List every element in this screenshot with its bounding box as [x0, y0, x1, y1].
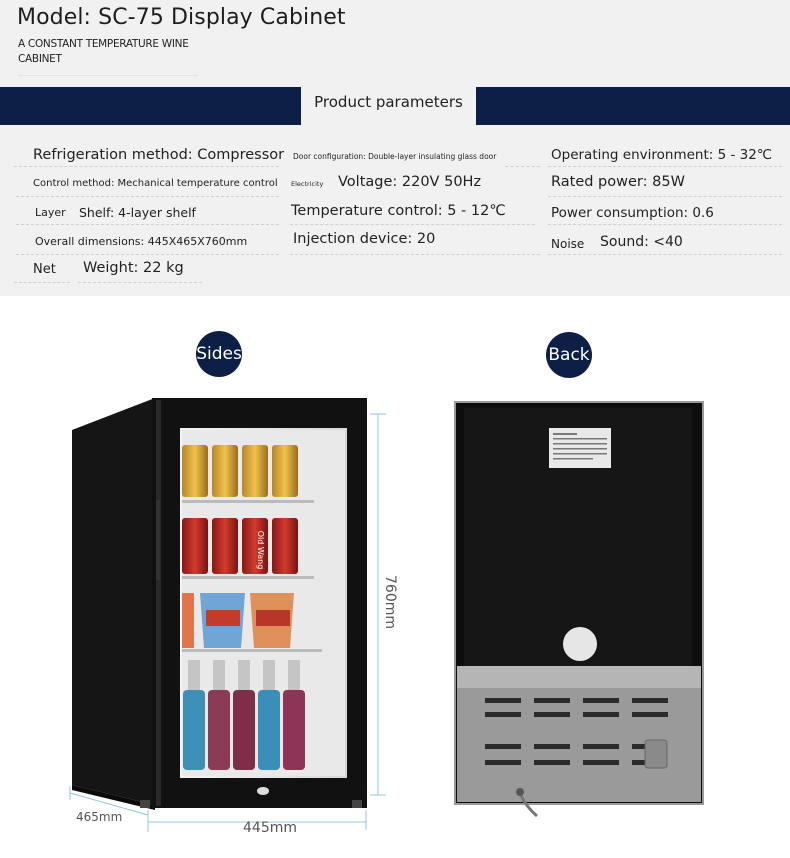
divider	[16, 254, 279, 255]
can-label: Old Wang	[256, 530, 265, 570]
section-label: Product parameters	[314, 93, 463, 111]
divider	[16, 224, 279, 225]
height-dimension: 760mm	[382, 575, 398, 629]
divider	[18, 75, 198, 76]
param-refrigeration: Refrigeration method: Compressor	[33, 147, 285, 163]
divider	[14, 166, 279, 167]
divider	[548, 254, 782, 255]
band-left-bar	[0, 87, 301, 125]
divider	[505, 166, 540, 167]
divider	[14, 282, 70, 283]
page-subtitle: A CONSTANT TEMPERATURE WINE CABINET	[18, 38, 189, 65]
divider	[548, 224, 782, 225]
param-weight: Weight: 22 kg	[83, 260, 184, 276]
cabinet-front-image	[60, 390, 410, 845]
divider	[78, 282, 202, 283]
divider	[290, 254, 540, 255]
divider	[548, 166, 782, 167]
width-dimension: 445mm	[243, 820, 297, 836]
param-noise: Noise	[551, 237, 585, 251]
sides-view-badge: Sides	[196, 331, 242, 377]
param-electricity: Electricity	[291, 180, 324, 188]
param-layer: Layer	[35, 206, 66, 219]
param-door: Door configuration: Double-layer insulating glass door	[293, 152, 497, 161]
param-operating-env: Operating environment: 5 - 32℃	[551, 147, 772, 163]
param-sound: Sound: <40	[600, 234, 683, 250]
back-view-badge: Back	[546, 332, 592, 378]
depth-dimension: 465mm	[76, 810, 123, 824]
parameters-panel	[0, 126, 790, 296]
band-right-bar	[476, 87, 790, 125]
param-injection: Injection device: 20	[293, 231, 436, 247]
param-rated-power: Rated power: 85W	[551, 174, 685, 190]
param-net: Net	[33, 262, 56, 277]
cabinet-back-image	[452, 398, 706, 818]
divider	[16, 196, 279, 197]
param-voltage: Voltage: 220V 50Hz	[338, 174, 482, 190]
divider	[548, 196, 782, 197]
divider	[290, 224, 535, 225]
param-control: Control method: Mechanical temperature control	[33, 178, 278, 189]
header	[0, 0, 790, 86]
param-dimensions: Overall dimensions: 445X465X760mm	[35, 235, 248, 248]
param-shelf: Shelf: 4-layer shelf	[79, 205, 196, 220]
page-title: Model: SC-75 Display Cabinet	[17, 5, 346, 30]
param-temp-control: Temperature control: 5 - 12℃	[291, 203, 506, 219]
section-band	[0, 86, 790, 126]
param-power-consumption: Power consumption: 0.6	[551, 205, 714, 221]
